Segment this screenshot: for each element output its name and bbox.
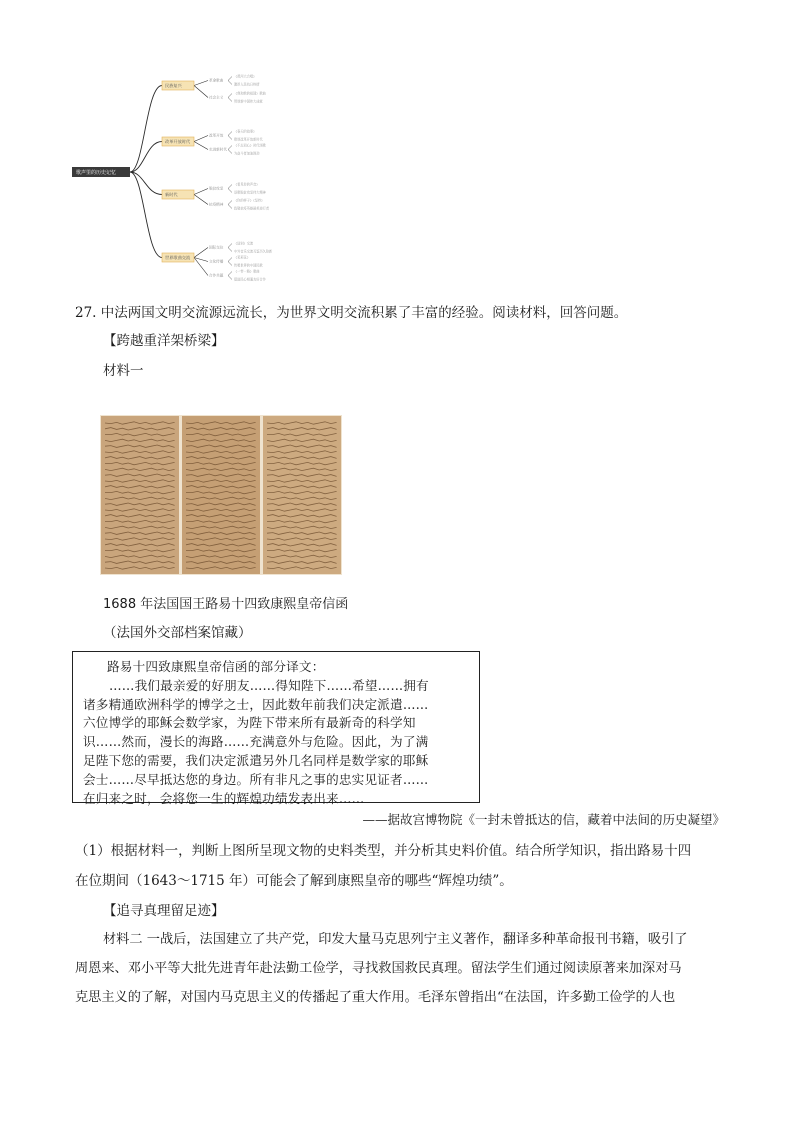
translation-line: 会士……尽早抵达您的身边。所有非凡之事的忠实见证者…… (83, 771, 429, 787)
mindmap-leaf-label: 《茉莉花》 (234, 255, 250, 260)
translation-box (72, 651, 480, 806)
material-1-label: 材料一 (103, 363, 144, 379)
mindmap-branch-node (162, 137, 194, 146)
mindmap-sub-label: 革命歌曲 (209, 78, 224, 83)
mindmap-leaf-label: 《送别》交流 (234, 241, 254, 246)
mindmap-leaf-label: 《看见你的声音》 (234, 182, 260, 187)
material-2-line: 克思主义的了解，对国内马克思主义的传播起了重大作用。毛泽东曾指出“在法国，许多勤工俭学的人也 (75, 990, 676, 1005)
mindmap-leaf-label: 《黄河大合唱》 (234, 74, 257, 79)
mindmap-leaf-label: 《不忘初心》时代颂歌 (234, 143, 266, 148)
mindmap-branch-label: 新时代 (165, 192, 178, 198)
letter-image (100, 415, 342, 575)
translation-line: 诸多精通欧洲科学的博学之士，因此数年前我们决定派遣…… (83, 696, 429, 712)
mindmap-leaf-label: 讴歌脱贫攻坚伟大精神 (234, 190, 266, 195)
translation-line: 六位博学的耶稣会数学家，为陛下带来所有最新奇的科学知 (83, 715, 416, 731)
translation-line: 在归来之时，会将您一生的辉煌功绩发表出来…… (83, 790, 365, 806)
question-1-line-1: （1）根据材料一，判断上图所呈现文物的史料类型，并分析其史料价值。结合所学知识，指出路易十四 (75, 843, 692, 859)
translation-title: 路易十四致康熙皇帝信函的部分译文： (107, 659, 325, 674)
mindmap-sub-label: 抗疫精神 (209, 202, 224, 207)
mindmap-leaf-label: 为奋斗者加油鼓劲 (234, 151, 260, 156)
mindmap-branch-label: 改革开放时代 (165, 139, 191, 145)
mindmap-sub-label: 国际交往 (209, 245, 224, 250)
mindmap-branch-label: 世界歌曲交流 (165, 255, 191, 261)
translation-line: 识……然而，漫长的海路……充满意外与危险。因此，为了满 (83, 734, 429, 750)
mindmap-leaf-label: 《我和我的祖国》歌曲 (234, 91, 266, 96)
mindmap-sub-label: 走进新时代 (209, 147, 227, 152)
question-27-stem (75, 302, 627, 324)
mindmap-sub-label: 社会主义 (209, 95, 224, 100)
translation-line: ……我们最亲爱的好朋友……得知陛下……希望……拥有 (109, 677, 429, 693)
mindmap-sub-label: 合作共赢 (209, 273, 224, 278)
mindmap-leaf-label: 传唱世界的中国民歌 (234, 263, 263, 268)
mindmap-leaf-label: 《一带一路》歌曲 (234, 269, 260, 274)
mindmap-branch-node (162, 190, 194, 199)
mindmap-leaf-label: 致敬抗疫英雄最美逆行者 (234, 206, 270, 211)
mindmap-leaf-label: 促进民心相通友好合作 (234, 277, 266, 282)
section-heading-2: 【追寻真理留足迹】 (103, 903, 225, 919)
mindmap-leaf-label: 中外音乐交流互鉴历久弥新 (234, 249, 273, 254)
mindmap-leaf-label: 激昂人民抗日热情 (234, 82, 260, 87)
mindmap-leaf-label: 歌颂改革开放新时代 (234, 137, 263, 142)
image-caption-archive: （法国外交部档案馆藏） (103, 625, 252, 641)
mindmap-sub-label: 脱贫攻坚 (209, 186, 224, 191)
material-2-line: 周恩来、邓小平等大批先进青年赴法勤工俭学，寻找救国救民真理。留法学生们通过阅读原著来加深对马 (75, 961, 682, 976)
question-1-line-2: 在位期间（1643～1715 年）可能会了解到康熙皇帝的哪些“辉煌功绩”。 (75, 873, 513, 889)
mindmap-leaf-label: 《你的样子》《坚持》 (234, 198, 265, 203)
translation-line: 足陛下您的需要，我们决定派遣另外几名同样是数学家的耶稣 (83, 752, 429, 768)
mind-map (70, 55, 340, 295)
mindmap-sub-label: 改革开放 (209, 133, 224, 138)
mindmap-sub-label: 文化传播 (209, 259, 224, 264)
mindmap-leaf-label: 赞颂新中国伟大成就 (234, 99, 263, 104)
section-heading-1: 【跨越重洋架桥梁】 (103, 333, 225, 349)
mindmap-branch-node (162, 253, 194, 262)
source-citation: ——据故宫博物院《一封未曾抵达的信，藏着中法间的历史凝望》 (362, 812, 725, 827)
mindmap-branch-node (162, 81, 194, 90)
mindmap-root-label: 歌声里的历史记忆 (76, 170, 117, 176)
mindmap-branch-label: 民族复兴 (165, 83, 182, 89)
mindmap-root-node (72, 167, 130, 177)
question-stem: 中法两国文明交流源远流长，为世界文明交流积累了丰富的经验。阅读材料，回答问题。 (100, 305, 628, 321)
mindmap-leaf-label: 《春天的故事》 (234, 129, 257, 134)
question-number: 27. (75, 305, 97, 321)
material-2-line: 材料二 一战后，法国建立了共产党，印发大量马克思列宁主义著作，翻译多种革命报刊书籍，吸引了 (103, 932, 688, 947)
image-caption: 1688 年法国国王路易十四致康熙皇帝信函 (103, 597, 349, 612)
